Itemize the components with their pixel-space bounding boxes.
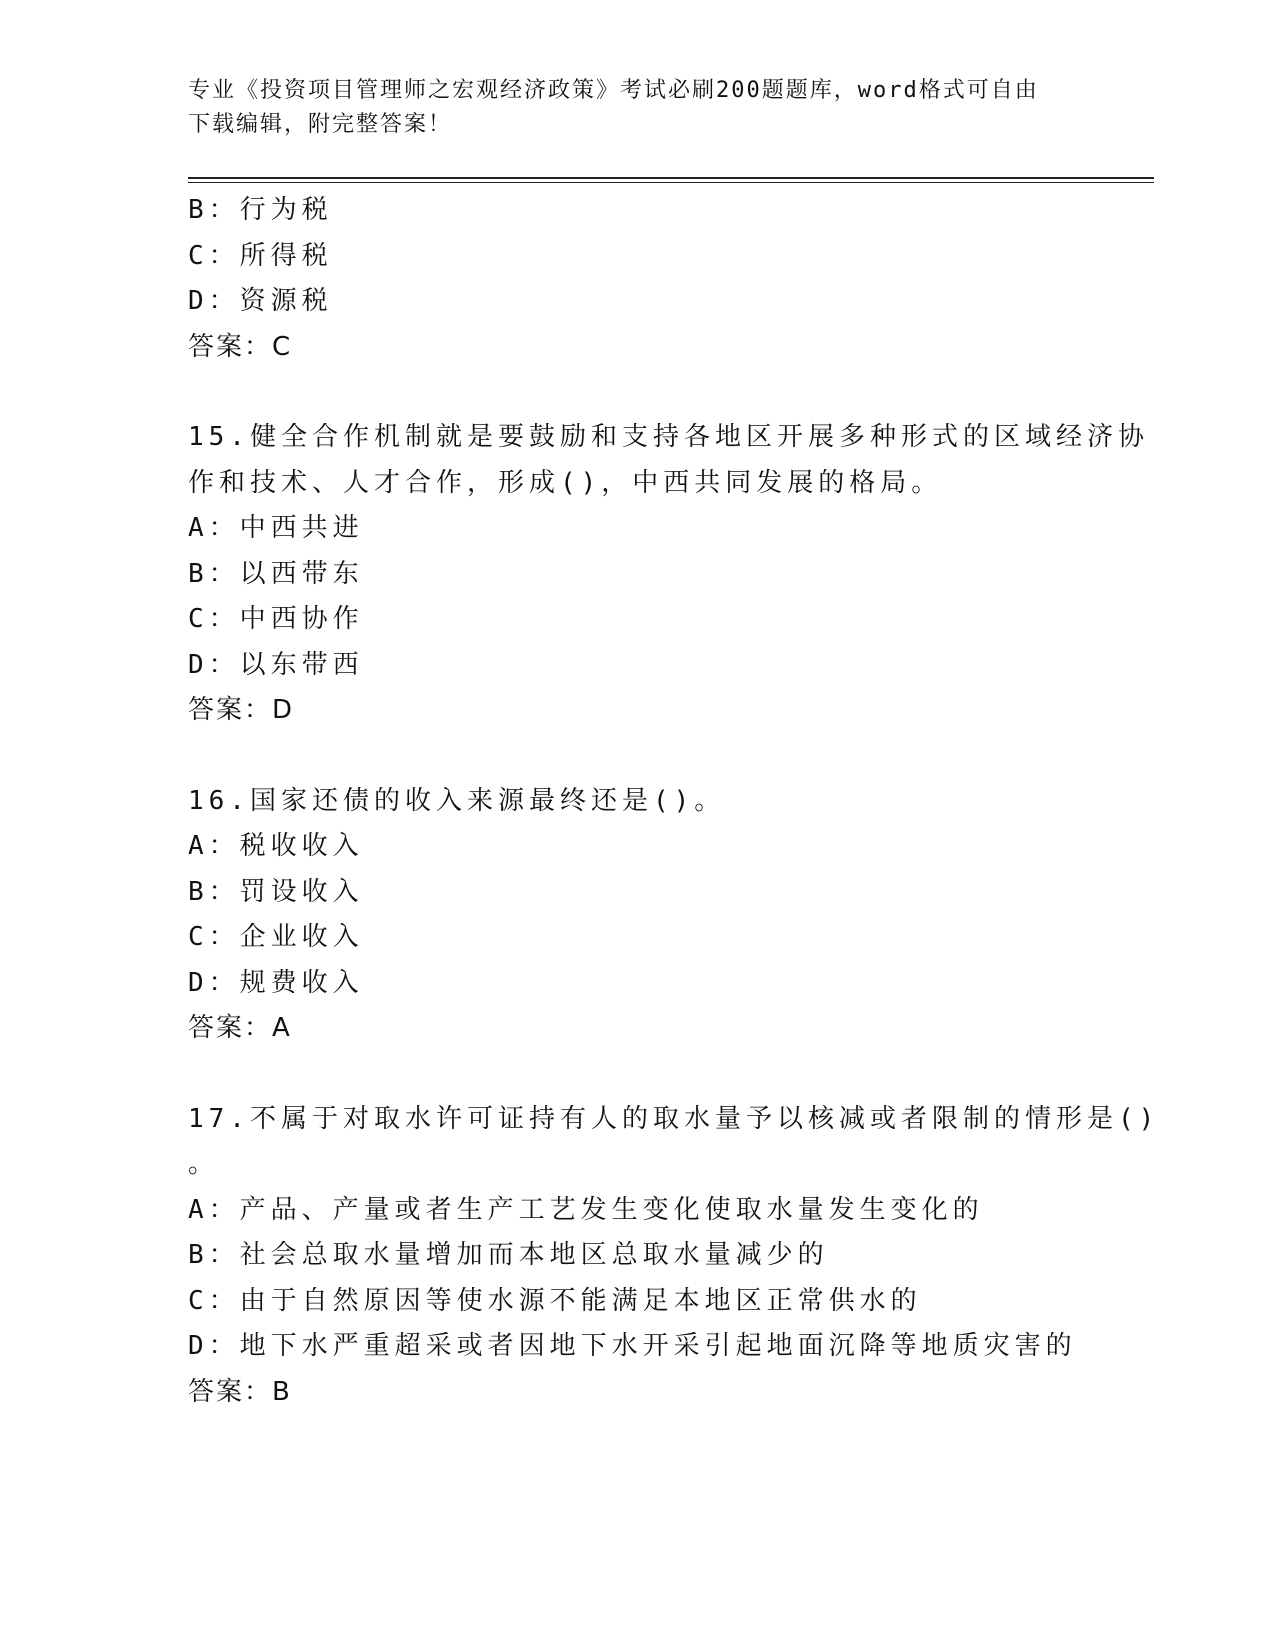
option-c: C：由于自然原因等使水源不能满足本地区正常供水的 [188,1285,922,1316]
option-b: B：行为税 [188,195,333,225]
question-16 [188,779,1088,1052]
answer: 答案：C [188,331,293,362]
option-d: D：以东带西 [188,649,364,680]
question-text: 17.不属于对取水许可证持有人的取水量予以核减或者限制的情形是() [188,1103,1160,1134]
question-text-cont: 。 [188,1149,220,1179]
option-c: C：中西协作 [188,604,364,634]
header-divider [188,177,1154,179]
header-divider-thin [188,182,1154,183]
answer: 答案：B [188,1376,292,1407]
spacer [188,370,1088,415]
spacer [188,734,1088,779]
answer: 答案：D [188,695,295,725]
option-c: C：所得税 [188,240,333,271]
header-line-2: 下载编辑，附完整答案！ [188,112,453,137]
header-line-1: 专业《投资项目管理师之宏观经济政策》考试必刷200题题库，word格式可自由 [188,78,1039,103]
question-text: 16.国家还债的收入来源最终还是()。 [188,785,726,816]
question-14-tail [188,188,1088,370]
question-17 [188,1097,1160,1416]
question-15 [188,415,1149,734]
question-text: 15.健全合作机制就是要鼓励和支持各地区开展多种形式的区域经济协 [188,422,1149,452]
option-a: A：中西共进 [188,513,364,543]
question-list [188,188,1160,1415]
option-b: B：罚设收入 [188,876,364,907]
question-text-cont: 作和技术、人才合作，形成()，中西共同发展的格局。 [188,467,943,498]
option-d: D：资源税 [188,286,333,316]
answer: 答案：A [188,1013,292,1043]
option-c: C：企业收入 [188,922,364,952]
option-d: D：规费收入 [188,967,364,998]
spacer [188,1052,1088,1097]
option-d: D：地下水严重超采或者因地下水开采引起地面沉降等地质灾害的 [188,1331,1077,1361]
option-a: A：产品、产量或者生产工艺发生变化使取水量发生变化的 [188,1194,984,1225]
option-b: B：社会总取水量增加而本地区总取水量减少的 [188,1240,829,1270]
document-header [188,74,1068,142]
option-b: B：以西带东 [188,558,364,589]
option-a: A：税收收入 [188,831,364,861]
